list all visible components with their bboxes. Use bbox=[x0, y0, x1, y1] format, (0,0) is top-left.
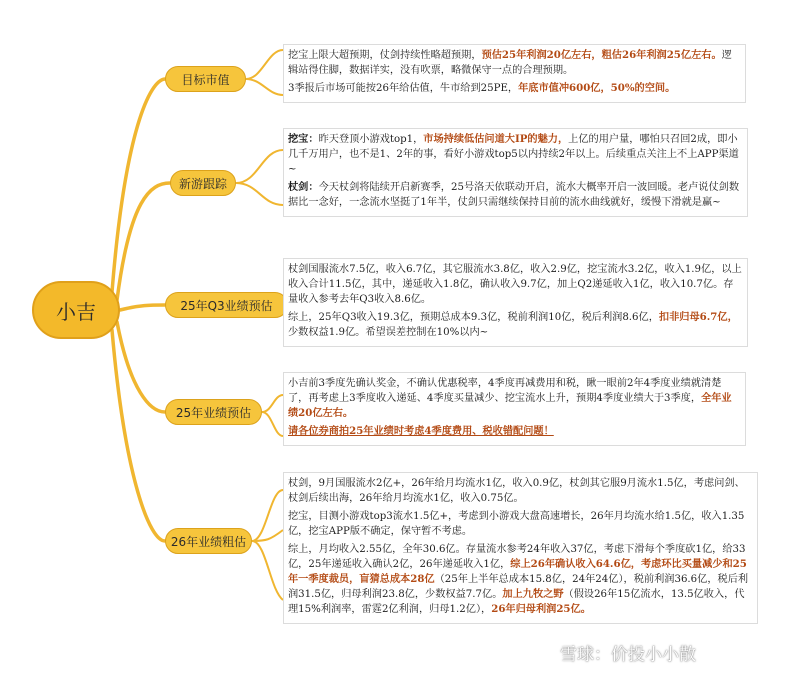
connector-newgame-card2 bbox=[236, 183, 283, 205]
root-node: 小吉 bbox=[32, 281, 120, 339]
text: 3季报后市场可能按26年给估值，牛市给到25PE， bbox=[288, 83, 519, 94]
highlight-text: 加上九牧之野 bbox=[502, 588, 564, 600]
card-26-estimate bbox=[283, 472, 758, 624]
watermark: 雪球：价投小小散 bbox=[560, 645, 696, 665]
text: 挖宝上限大超预期，仗剑持续性略超预期， bbox=[288, 50, 482, 61]
text: 小吉前3季度先确认奖金，不确认优惠税率，4季度再减费用和税，瞅一眼前2年4季度业绩就清楚了，再考虑上3季度收入递延、4季度买量减少、挖宝流水上升，预期4季度业绩大于3季度， bbox=[288, 378, 722, 404]
text: （假设26年15亿流水，13.5亿收入，代理15%利润率，雷霆2亿利润，归母1.2亿）， bbox=[288, 589, 745, 615]
label-text: 挖宝： bbox=[288, 133, 319, 145]
highlight-text: 市场持续低估问道大IP的魅力， bbox=[423, 133, 569, 145]
q3-paragraph-2 bbox=[288, 310, 743, 340]
highlight-text: 请各位券商拍25年业绩时考虑4季度费用、税收错配问题！ bbox=[288, 425, 554, 437]
connector-y25-card2 bbox=[262, 412, 283, 436]
text: 上亿的用户量，哪怕只召回2成，即小几千万用户，也不是1、2年的事，看好小游戏top5以内持续2年以上。后续重点关注上不上APP渠道~ bbox=[288, 134, 739, 175]
highlight-text: 综上26年确认收入64.6亿，考虑环比买量减少和25年一季度裁员，盲猜总成本28亿 bbox=[288, 558, 747, 585]
branch-new-game-tracking: 新游跟踪 bbox=[170, 170, 236, 196]
text: 少数权益1.9亿。希望误差控制在10%以内~ bbox=[288, 327, 489, 338]
target-paragraph-2 bbox=[288, 81, 741, 96]
highlight-text: 扣非归母6.7亿， bbox=[658, 311, 738, 323]
y26-paragraph-2: 挖宝，目测小游戏top3流水1.5亿+，考虑到小游戏大盘高速增长，26年月均流水给1.5亿，收入1.35亿，挖宝APP版不确定，保守暂不考虑。 bbox=[288, 511, 745, 537]
card-target-market-cap bbox=[283, 44, 746, 103]
connector-target-card2 bbox=[246, 79, 283, 95]
highlight-text: 全年业绩20亿左右。 bbox=[288, 392, 732, 419]
label-text: 杖剑： bbox=[288, 181, 319, 193]
connector-y26 bbox=[112, 330, 165, 541]
text: 逻辑站得住脚，数据详实，没有吹票，略微保守一点的合理预期。 bbox=[288, 50, 732, 76]
text: 昨天登顶小游戏top1， bbox=[318, 134, 424, 145]
newgame-paragraph-2 bbox=[288, 180, 743, 210]
highlight-text: 年底市值冲600亿，50%的空间。 bbox=[518, 82, 676, 94]
connector-y26-card3 bbox=[252, 541, 283, 600]
branch-25-forecast: 25年业绩预估 bbox=[165, 399, 262, 425]
text: 综上，25年Q3收入19.3亿，预期总成本9.3亿，税前利润10亿，税后利润8.6亿， bbox=[288, 312, 659, 323]
y25-paragraph-1 bbox=[288, 376, 741, 421]
highlight-text: 预估25年利润20亿左右，粗估26年利润25亿左右。 bbox=[481, 49, 722, 61]
card-25-forecast bbox=[283, 372, 746, 446]
y26-paragraph-1: 杖剑，9月国服流水2亿+，26年给月均流水1亿，收入0.9亿，杖剑其它服9月流水1.5亿，考虑问剑、杖剑后续出海，26年给月均流水1亿，收入0.75亿。 bbox=[288, 478, 745, 504]
target-paragraph-1 bbox=[288, 48, 741, 78]
connector-newgame-card bbox=[236, 150, 283, 183]
y26-paragraph-3 bbox=[288, 542, 753, 617]
text: （25年上半年总成本15.8亿，24年24亿），税前利润36.6亿，税后利润31.5亿，归母利润23.8亿，少数权益7.7亿。 bbox=[288, 574, 749, 600]
connector-y25-card bbox=[262, 395, 283, 412]
card-new-game-tracking bbox=[283, 128, 748, 217]
q3-paragraph-1: 杖剑国服流水7.5亿，收入6.7亿，其它服流水3.8亿，收入2.9亿，挖宝流水3.2亿，收入1.9亿，以上收入合计11.5亿，其中，递延收入1.8亿，确认收入9.7亿，加上Q2递延收入1亿，收入10.7亿。存量收入参考去年Q3收入8.6亿。 bbox=[288, 264, 742, 305]
text: 综上，月均收入2.55亿，全年30.6亿。存量流水参考24年收入37亿，考虑下滑每个季度砍1亿，给33亿，25年递延收入确认2亿，26年递延收入1亿， bbox=[288, 544, 746, 570]
connector-target-card bbox=[246, 50, 283, 79]
connector-newgame bbox=[117, 183, 170, 300]
newgame-paragraph-1 bbox=[288, 132, 743, 177]
highlight-text: 26年归母利润25亿。 bbox=[491, 603, 591, 615]
branch-q3-forecast: 25年Q3业绩预估 bbox=[165, 292, 288, 318]
y25-paragraph-2 bbox=[288, 424, 741, 439]
text: 今天杖剑将陆续开启新赛季，25号洛天依联动开启，流水大概率开启一波回暖。老卢说仗剑数据比一念好，一念流水坚挺了1年半，仗剑只需继续保持目前的流水曲线就好，缓慢下滑就是赢~ bbox=[288, 182, 740, 208]
branch-target-market-cap: 目标市值 bbox=[165, 66, 246, 92]
connector-q3 bbox=[120, 305, 165, 310]
branch-26-estimate: 26年业绩粗估 bbox=[165, 528, 252, 554]
card-q3-forecast bbox=[283, 258, 748, 347]
connector-y25 bbox=[117, 322, 165, 412]
